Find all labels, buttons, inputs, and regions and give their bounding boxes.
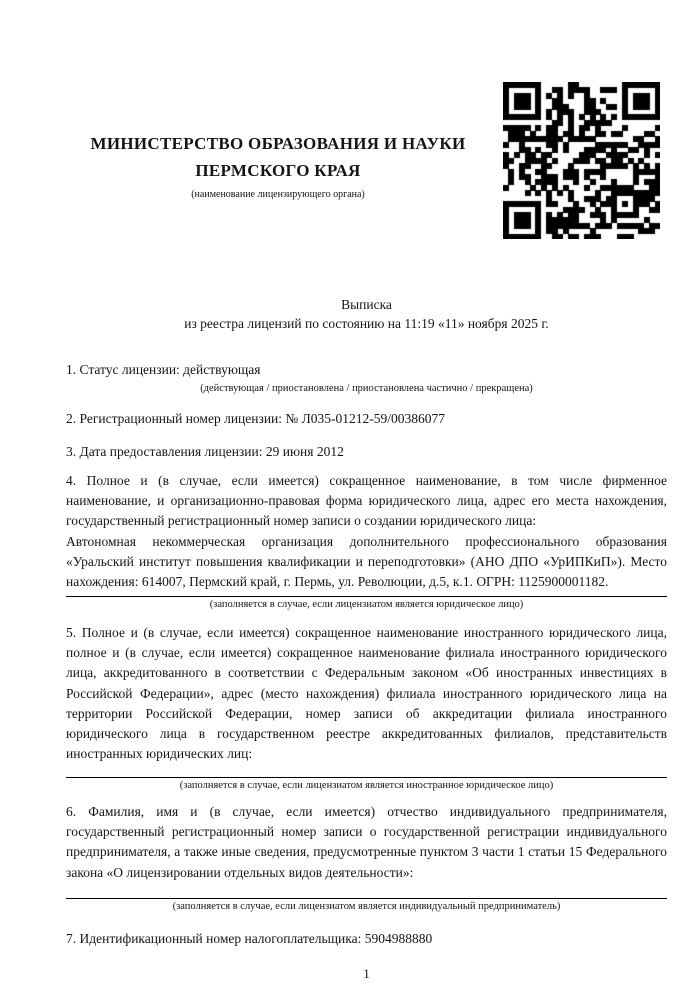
document-header	[66, 130, 490, 201]
document-body	[66, 296, 667, 985]
qr-code-image	[503, 82, 660, 239]
ministry-title-line1: МИНИСТЕРСТВО ОБРАЗОВАНИЯ И НАУКИ	[90, 134, 466, 153]
item-1-status-options-caption: (действующая / приостановлена / приостановлена частично / прекращена)	[200, 383, 533, 395]
item-2-registration-number: 2. Регистрационный номер лицензии: № Л035-01212-59/00386077	[66, 411, 446, 427]
item-4-legal-entity-value: Автономная некоммерческая организация дополнительного профессионального образования «Уральский институт повышения квалификации и переподготовки» (АНО ДПО «УрИПКиП»). Место нахождения: 614007, Пермский край, г. Пермь, ул. Революции, д.5, к.1. ОГРН: 1125900001182.	[66, 533, 667, 590]
item-6-caption: (заполняется в случае, если лицензиатом является индивидуальный предприниматель)	[172, 900, 561, 912]
page-number: 1	[363, 966, 370, 982]
ministry-title	[66, 130, 490, 184]
document-title	[66, 296, 667, 333]
licensing-authority-caption: (наименование лицензирующего органа)	[191, 189, 365, 200]
document-title-line2: из реестра лицензий по состоянию на 11:19 «11» ноября 2025 г.	[184, 315, 549, 331]
item-4-underline	[66, 596, 667, 597]
item-4-caption: (заполняется в случае, если лицензиатом является юридическое лицо)	[209, 598, 524, 610]
item-3-license-date: 3. Дата предоставления лицензии: 29 июня 2012	[66, 443, 344, 459]
item-5-caption: (заполняется в случае, если лицензиатом является иностранное юридическое лицо)	[179, 779, 554, 791]
item-4-legal-entity-label: 4. Полное и (в случае, если имеется) сокращенное наименование, в том числе фирменное наименование, и организационно-правовая форма юридического лица, адрес его места нахождения, государственный регистрационный номер записи о создании юридического лица:	[66, 472, 667, 529]
ministry-title-line2: ПЕРМСКОГО КРАЯ	[195, 161, 361, 180]
item-6-entrepreneur-label: 6. Фамилия, имя и (в случае, если имеется) отчество индивидуального предпринимателя, государственный регистрационный номер записи о государственной регистрации индивидуального предпринимателя, а также иные сведения, предусмотренные пунктом 3 части 1 статьи 15 Федерального закона «О лицензировании отдельных видов деятельности»:	[66, 803, 667, 880]
item-5-foreign-entity-label: 5. Полное и (в случае, если имеется) сокращенное наименование иностранного юридического лица, полное и (в случае, если имеется) сокращенное наименование филиала иностранного юридического лица, аккредитованного в соответствии с Федеральным законом «Об иностранных инвестициях в Российской Федерации», адрес (место нахождения) филиала иностранного юридического лица на территории Российской Федерации, номер записи об аккредитации филиала иностранного юридического лица в государственном реестре аккредитованных филиалов, представительств иностранных юридических лиц:	[66, 624, 667, 762]
item-6-underline	[66, 898, 667, 899]
qr-code-canvas	[503, 82, 660, 239]
item-7-taxpayer-id: 7. Идентификационный номер налогоплательщика: 5904988880	[66, 930, 433, 946]
document-title-line1: Выписка	[341, 297, 392, 312]
item-1-license-status: 1. Статус лицензии: действующая	[66, 362, 261, 377]
item-5-underline	[66, 777, 667, 778]
